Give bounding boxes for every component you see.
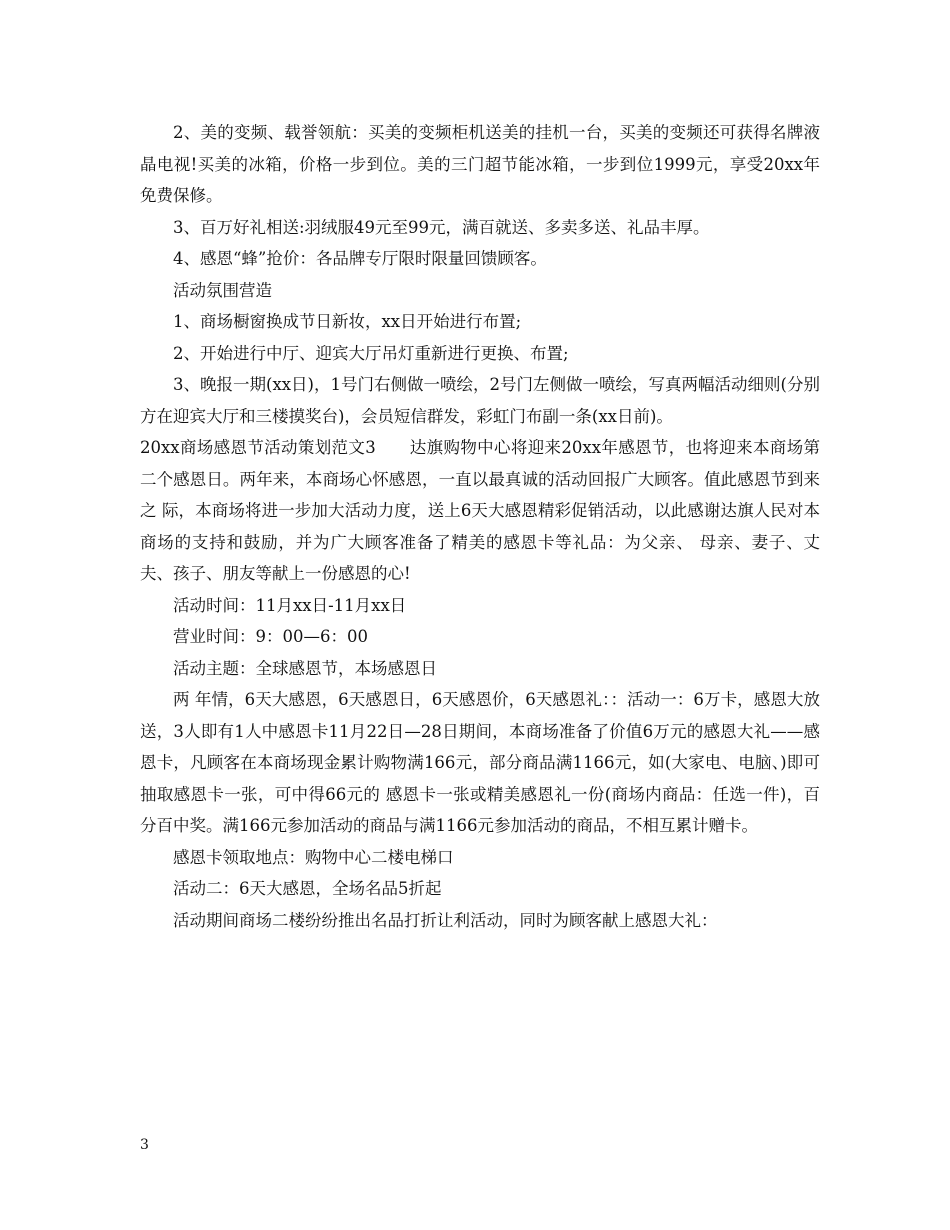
paragraph-activity-two: 活动二：6天大感恩，全场名品5折起 (173, 879, 442, 898)
page-number: 3 (140, 1137, 149, 1153)
document-body (140, 117, 820, 936)
paragraph-gift-offer: 3、百万好礼相送:羽绒服49元至99元，满百就送、多卖多送、礼品丰厚。 (173, 217, 710, 237)
paragraph-card-pickup: 感恩卡领取地点：购物中心二楼电梯口 (173, 847, 454, 867)
paragraph-business-hours: 营业时间：9：00—6：00 (173, 627, 368, 646)
paragraph-activity-time: 活动时间：11月xx日-11月xx日 (173, 595, 407, 615)
paragraph-activity-one: 两 年情，6天大感恩，6天感恩日，6天感恩价，6天感恩礼：：活动一：6万卡，感恩大放送，3人即有1人中感恩卡11月22日—28日期间，本商场准备了价值6万元的感恩大礼——感恩卡，凡顾客在本商场现金累计购物满166元，部分商品满1166元，如(大家电、电脑、)即可抽取感恩卡一张，可中得66元的 感恩卡一张或精美感恩礼一份(商场内商品：任选一件)，百分百中奖。满166元参加活动的商品与满1166元参加活动的商品，不相互累计赠卡。 (140, 690, 820, 835)
paragraph-discount-events: 活动期间商场二楼纷纷推出名品打折让利活动，同时为顾客献上感恩大礼： (173, 910, 718, 930)
section-heading-atmosphere: 活动氛围营造 (173, 280, 272, 300)
paragraph-window-decor: 1、商场橱窗换成节日新妆，xx日开始进行布置; (173, 312, 522, 331)
paragraph-lobby-lights: 2、开始进行中厅、迎宾大厅吊灯重新进行更换、布置; (173, 343, 569, 363)
paragraph-midea-promo: 2、美的变频、载誉领航：买美的变频柜机送美的挂机一台，买美的变频还可获得名牌液晶电视!买美的冰箱，价格一步到位。美的三门超节能冰箱，一步到位1999元，享受20xx年免费保修。 (140, 123, 820, 205)
paragraph-activity-theme: 活动主题：全球感恩节，本场感恩日 (173, 658, 437, 678)
paragraph-advertising: 3、晚报一期(xx日)，1号门右侧做一喷绘，2号门左侧做一喷绘，写真两幅活动细则(分别方在迎宾大厅和三楼摸奖台)，会员短信群发，彩虹门布副一条(xx日前)。 (140, 375, 820, 426)
paragraph-flash-price: 4、感恩“蜂”抢价：各品牌专厅限时限量回馈顾客。 (173, 249, 547, 268)
paragraph-template-3-intro: 20xx商场感恩节活动策划范文3 达旗购物中心将迎来20xx年感恩节，也将迎来本商场第二个感恩日。两年来，本商场心怀感恩，一直以最真诚的活动回报广大顾客。值此感恩节到来之 际，本商场将进一步加大活动力度，送上6天大感恩精彩促销活动，以此感谢达旗人民对本商场的支持和鼓励，并为广大顾客准备了精美的感恩卡等礼品：为父亲、 母亲、妻子、丈夫、孩子、朋友等献上一份感恩的心! (140, 438, 820, 583)
